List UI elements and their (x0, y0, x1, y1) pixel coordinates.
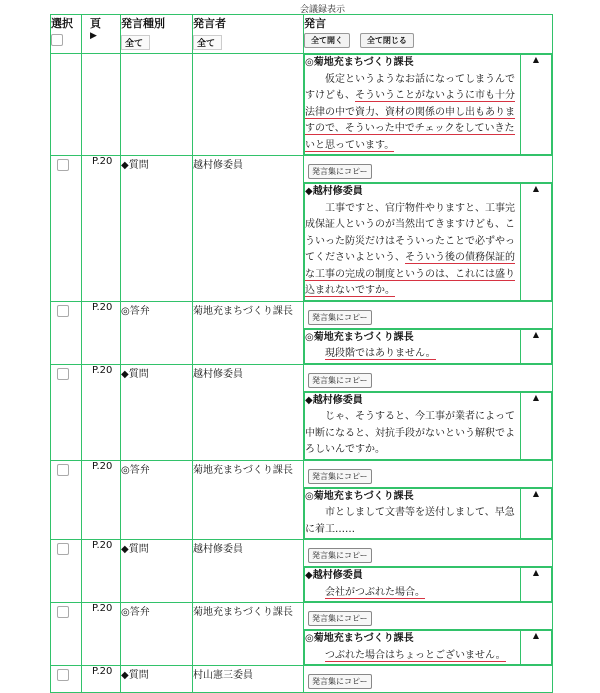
statement-underlined-text: そういうことがないように市も十分法律の中で資力、資材の関係の申し出もありますので、そういった中でチェックをしていきたいと思っています。 (305, 90, 515, 151)
row-speaker: 越村修委員 (193, 156, 304, 302)
table-row (51, 603, 553, 666)
collapse-up-icon[interactable]: ▲ (521, 329, 552, 363)
row-page-cell (82, 54, 121, 156)
statement-body: 市としまして文書等を送付しまして、早急に着工…… (305, 507, 515, 535)
table-row (51, 54, 553, 156)
statement-speaker: ◆越村修委員 (305, 186, 363, 197)
row-speaker: 菊地充まちづくり課長 (193, 460, 304, 540)
row-select-cell (51, 603, 82, 666)
statement-underlined-text: 現段階ではありません。 (325, 348, 436, 359)
row-select-cell (51, 301, 82, 364)
row-checkbox[interactable] (57, 464, 69, 476)
row-speaker: 菊地充まちづくり課長 (193, 301, 304, 364)
row-page: P.20 (82, 156, 121, 302)
type-filter-select[interactable]: 全て (121, 35, 150, 50)
statement-speaker: ◎菊地充まちづくり課長 (305, 57, 414, 68)
row-speaker: 越村修委員 (193, 364, 304, 460)
row-statement-cell (304, 301, 553, 364)
row-select-cell (51, 156, 82, 302)
header-type-label: 発言種別 (121, 17, 165, 30)
row-type: ◎答弁 (121, 460, 193, 540)
table-row (51, 666, 553, 693)
statement-speaker: ◎菊地充まちづくり課長 (305, 490, 414, 502)
header-speaker (193, 15, 304, 54)
header-row (51, 15, 553, 54)
statement-body: 工事ですと、官庁物件やりますと、工事完成保証人というのが当然出てきますけども、こういった防災だけはそういったことで必ずやってくださいよという、 (305, 202, 515, 263)
collapse-up-icon[interactable]: ▲ (521, 392, 552, 459)
header-statement-label: 発言 (304, 17, 326, 30)
copy-to-collection-button[interactable]: 発言集にコピー (308, 611, 372, 626)
copy-to-collection-button[interactable]: 発言集にコピー (308, 469, 372, 484)
header-statement (304, 15, 553, 54)
statement-text (305, 631, 521, 665)
table-row (51, 540, 553, 603)
row-statement-cell (304, 666, 553, 693)
collapse-up-icon[interactable]: ▲ (521, 184, 552, 301)
row-type-cell (121, 54, 193, 156)
copy-to-collection-button[interactable]: 発言集にコピー (308, 310, 372, 325)
collapse-up-icon[interactable]: ▲ (521, 55, 552, 155)
row-type: ◆質問 (121, 666, 193, 693)
statement-text (305, 329, 521, 363)
row-statement-cell (304, 156, 553, 302)
row-speaker: 村山憲三委員 (193, 666, 304, 693)
view-caption: 会議録表示 (300, 5, 346, 15)
statement-speaker: ◎菊地充まちづくり課長 (305, 331, 414, 343)
row-select-cell (51, 460, 82, 540)
row-speaker: 越村修委員 (193, 540, 304, 603)
row-speaker-cell (193, 54, 304, 156)
table-row (51, 301, 553, 364)
statement-speaker: ◎菊地充まちづくり課長 (305, 633, 414, 644)
speaker-filter-select[interactable]: 全て (193, 35, 222, 50)
copy-to-collection-button[interactable]: 発言集にコピー (308, 548, 372, 563)
header-page-label: 頁 (90, 17, 101, 30)
statement-text (305, 184, 521, 301)
row-page: P.20 (82, 301, 121, 364)
row-checkbox[interactable] (57, 305, 69, 317)
row-statement-cell (304, 54, 553, 156)
statement-text (305, 392, 521, 459)
row-checkbox[interactable] (57, 606, 69, 618)
row-type: ◆質問 (121, 156, 193, 302)
select-all-checkbox[interactable] (51, 34, 63, 46)
row-page: P.20 (82, 364, 121, 460)
row-statement-cell (304, 540, 553, 603)
row-page: P.20 (82, 540, 121, 603)
row-page: P.20 (82, 603, 121, 666)
row-statement-cell (304, 460, 553, 540)
row-select-cell (51, 666, 82, 693)
statement-speaker: ◆越村修委員 (305, 394, 363, 406)
statement-underlined-text: 会社がつぶれた場合。 (325, 586, 425, 598)
header-select (51, 15, 82, 54)
row-speaker: 菊地充まちづくり課長 (193, 603, 304, 666)
table-row (51, 156, 553, 302)
minutes-table (50, 14, 553, 693)
statement-underlined-text: そういう後の債務保証的な工事の完成の制度というのは、これには盛り込まれないですか。 (305, 252, 515, 296)
copy-to-collection-button[interactable]: 発言集にコピー (308, 674, 372, 689)
collapse-all-button[interactable]: 全て閉じる (360, 33, 414, 48)
row-checkbox[interactable] (57, 368, 69, 380)
header-page[interactable] (82, 15, 121, 54)
table-row (51, 364, 553, 460)
row-page: P.20 (82, 460, 121, 540)
collapse-up-icon[interactable]: ▲ (521, 568, 552, 602)
collapse-up-icon[interactable]: ▲ (521, 631, 552, 665)
row-page: P.20 (82, 666, 121, 693)
collapse-up-icon[interactable]: ▲ (521, 488, 552, 539)
copy-to-collection-button[interactable]: 発言集にコピー (308, 164, 372, 179)
row-select-cell (51, 540, 82, 603)
row-type: ◎答弁 (121, 301, 193, 364)
row-select-cell (51, 364, 82, 460)
page-sort-arrow-icon[interactable]: ▶ (90, 31, 97, 41)
row-type: ◆質問 (121, 540, 193, 603)
row-checkbox[interactable] (57, 543, 69, 555)
table-row (51, 460, 553, 540)
row-checkbox[interactable] (57, 159, 69, 171)
row-select-cell (51, 54, 82, 156)
row-statement-cell (304, 603, 553, 666)
header-speaker-label: 発言者 (193, 17, 226, 30)
row-checkbox[interactable] (57, 669, 69, 681)
row-type: ◆質問 (121, 364, 193, 460)
row-statement-cell (304, 364, 553, 460)
row-type: ◎答弁 (121, 603, 193, 666)
statement-speaker: ◆越村修委員 (305, 570, 363, 581)
header-type (121, 15, 193, 54)
statement-body: じゃ、そうすると、今工事が業者によって中断になると、対抗手段がないという解釈でよろしいんですか。 (305, 411, 515, 455)
statement-text (305, 488, 521, 539)
statement-text (305, 55, 521, 155)
expand-all-button[interactable]: 全て開く (304, 33, 350, 48)
statement-body: 仮定というようなお話になってしまうんですけども、 (305, 73, 515, 101)
header-select-label: 選択 (51, 17, 73, 30)
statement-text (305, 568, 521, 602)
statement-underlined-text: つぶれた場合はちょっとございません。 (325, 649, 506, 661)
copy-to-collection-button[interactable]: 発言集にコピー (308, 373, 372, 388)
